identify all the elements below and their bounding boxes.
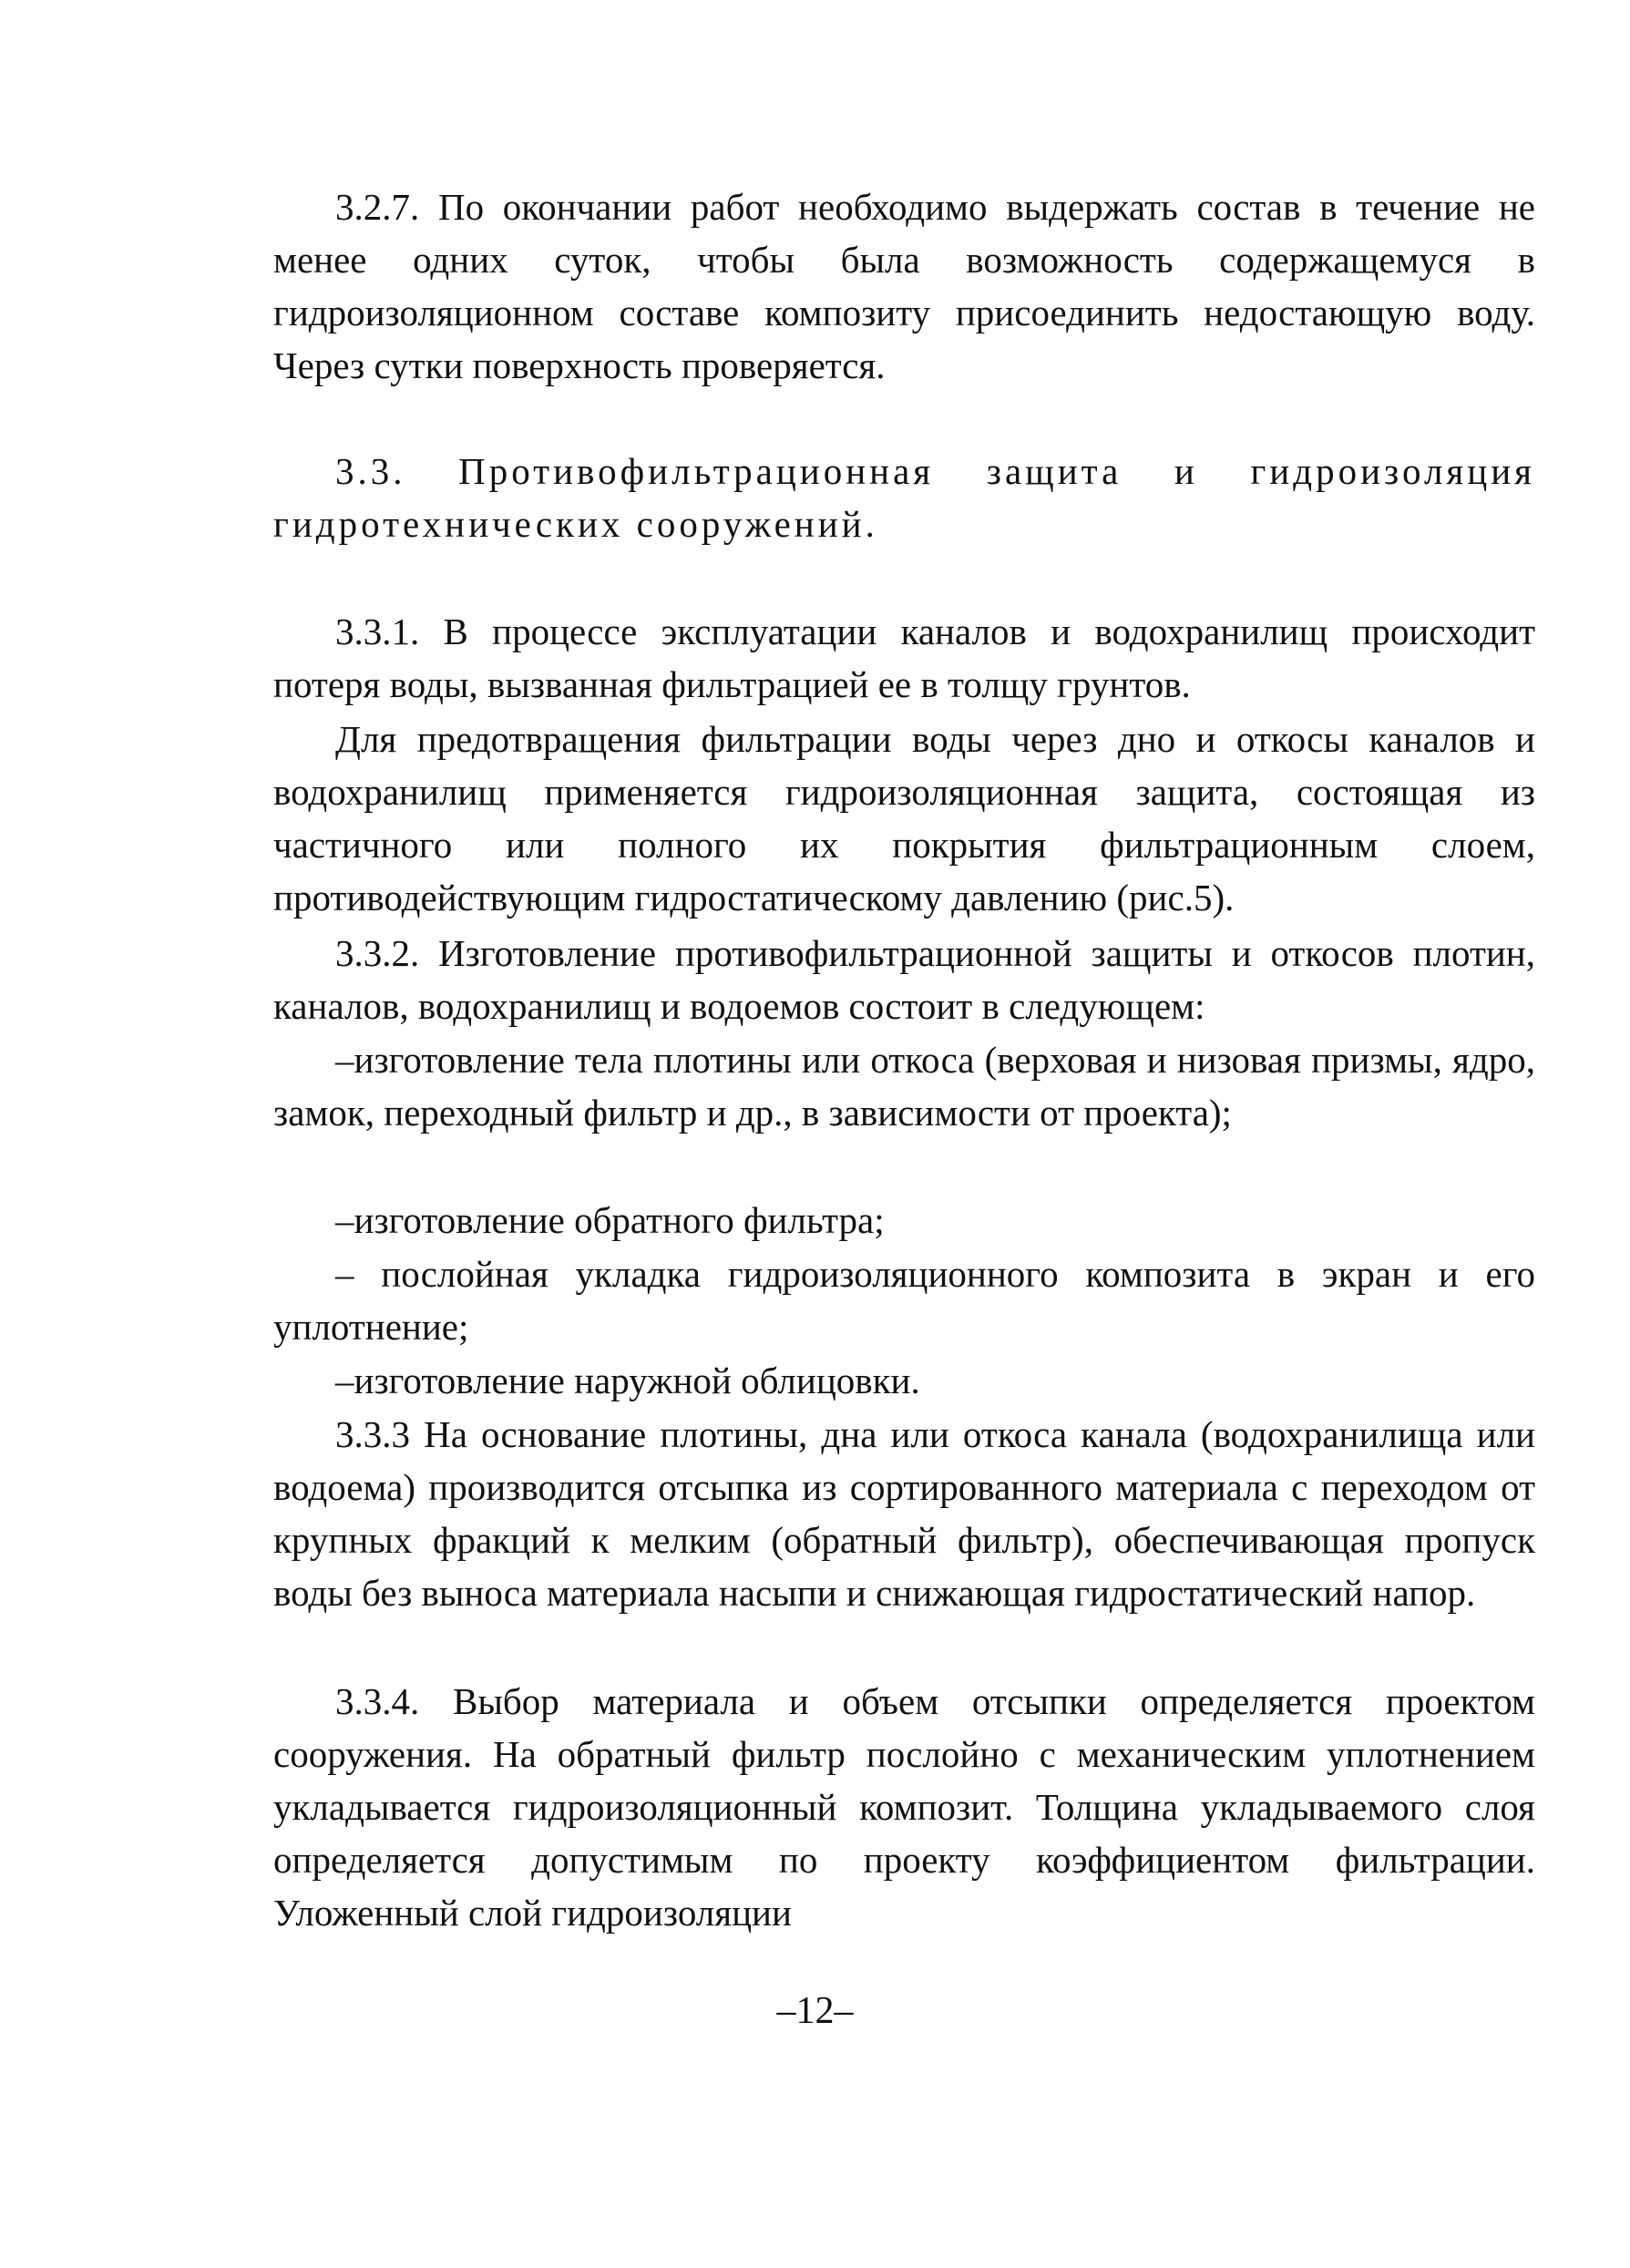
paragraph-3-3-4: 3.3.4. Выбор материала и объем отсыпки определяется проектом сооружения. На обратный фильтр послойно с механическим уплотнением укладывается гидроизоляционный композит. Толщина укладываемого слоя определяется допустимым по проекту коэффициентом фильтрации. Уложенный слой гидроизоляции [273, 1680, 1535, 1934]
list-item-outer-facing: –изготовление наружной облицовки. [335, 1360, 920, 1401]
paragraph-3-3-3: 3.3.3 На основание плотины, дна или откоса канала (водохранилища или водоема) производится отсыпка из сортированного материала с переходом от крупных фракций к мелким (обратный фильтр), обеспечивающая пропуск воды без выноса материала насыпи и снижающая гидростатический напор. [273, 1413, 1535, 1614]
section-heading-3-3: 3.3. Противофильтрационная защита и гидроизоляция гидротехнических сооружений. [273, 450, 1535, 545]
paragraph-3-3-2: 3.3.2. Изготовление противофильтрационной защиты и откосов плотин, каналов, водохранилищ и водоемов состоит в следующем: [273, 932, 1535, 1027]
paragraph-3-3-1: 3.3.1. В процессе эксплуатации каналов и водохранилищ происходит потеря воды, вызванная фильтрацией ее в толщу грунтов. [273, 611, 1535, 705]
paragraph-3-2-7: 3.2.7. По окончании работ необходимо выдержать состав в течение не менее одних суток, чтобы была возможность содержащемуся в гидроизоляционном составе композиту присоединить недостающую воду. Через сутки поверхность проверяется. [273, 186, 1535, 386]
list-item-layer-laying: – послойная укладка гидроизоляционного композита в экран и его уплотнение; [273, 1253, 1535, 1348]
page-number: –12– [776, 1990, 854, 2032]
paragraph-3-3-1-continued: Для предотвращения фильтрации воды через дно и откосы каналов и водохранилищ применяется гидроизоляционная защита, состоящая из частичного или полного их покрытия фильтрационным слоем, противодействующим гидростатическому давлению (рис.5). [273, 718, 1535, 918]
list-item-reverse-filter: –изготовление обратного фильтра; [335, 1199, 885, 1241]
list-item-dam-body: –изготовление тела плотины или откоса (верховая и низовая призмы, ядро, замок, переходный фильтр и др., в зависимости от проекта); [273, 1039, 1535, 1134]
